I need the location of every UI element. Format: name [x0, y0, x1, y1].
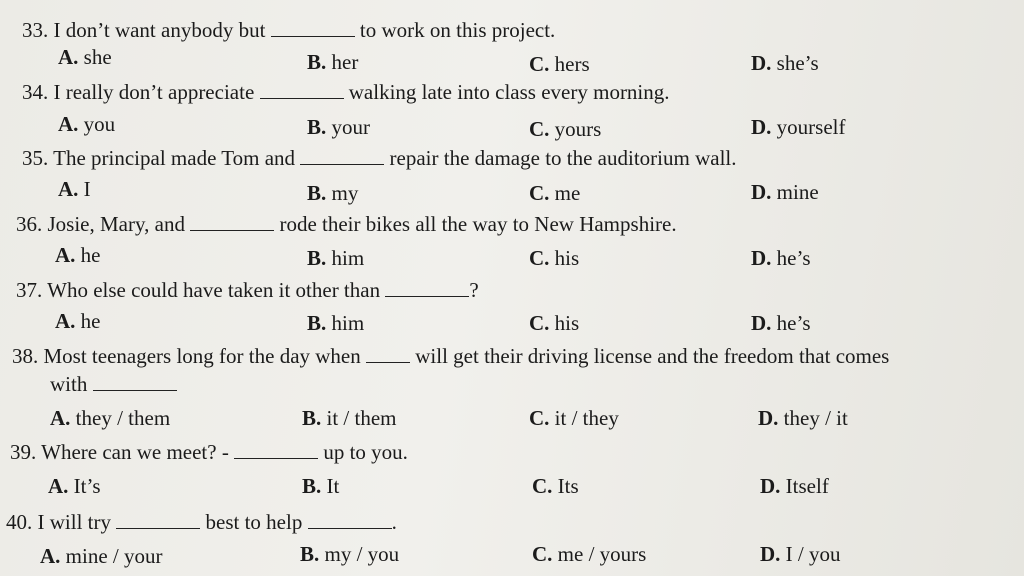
option-b[interactable]: B. her [307, 50, 359, 74]
question-text-line2: with [50, 372, 88, 396]
question-38-line2 [50, 372, 177, 396]
option-a[interactable]: A. It’s [48, 474, 101, 498]
option-b[interactable]: B. my / you [300, 542, 400, 566]
question-text-after: to work on this project. [359, 18, 556, 42]
option-c[interactable]: C. his [529, 246, 580, 270]
option-d[interactable]: D. I / you [760, 542, 841, 566]
question-number: 33. [22, 18, 49, 42]
answer-blank[interactable] [260, 80, 344, 99]
answer-blank[interactable] [308, 510, 392, 529]
question-text-after: best to help [205, 510, 303, 534]
option-d[interactable]: D. she’s [751, 51, 819, 75]
answer-blank[interactable] [234, 440, 318, 459]
option-d[interactable]: D. he’s [751, 246, 811, 270]
option-b[interactable]: B. it / them [302, 406, 397, 430]
question-text-after: ? [469, 278, 479, 302]
option-b[interactable]: B. my [307, 181, 359, 205]
question-text-before: I don’t want anybody but [53, 18, 266, 42]
question-34 [22, 80, 670, 104]
question-number: 40. [6, 510, 33, 534]
question-text-after: repair the damage to the auditorium wall. [389, 146, 737, 170]
question-number: 37. [16, 278, 43, 302]
question-end: . [391, 510, 397, 534]
question-number: 38. [12, 344, 39, 368]
question-37 [16, 278, 479, 302]
question-text-after: rode their bikes all the way to New Hampshire. [279, 212, 677, 236]
option-d[interactable]: D. Itself [760, 474, 829, 498]
question-text-before: The principal made Tom and [53, 146, 296, 170]
answer-blank[interactable] [300, 146, 384, 165]
answer-blank[interactable] [366, 344, 410, 363]
option-a[interactable]: A. he [55, 243, 101, 267]
question-35 [22, 146, 737, 170]
option-d[interactable]: D. mine [751, 180, 819, 204]
option-c[interactable]: C. hers [529, 52, 590, 76]
option-c[interactable]: C. me / yours [532, 542, 647, 566]
question-39 [10, 440, 408, 464]
option-b[interactable]: B. your [307, 115, 371, 139]
option-b[interactable]: B. him [307, 246, 365, 270]
answer-blank[interactable] [385, 278, 469, 297]
answer-blank[interactable] [116, 510, 200, 529]
option-c[interactable]: C. it / they [529, 406, 619, 430]
question-number: 34. [22, 80, 49, 104]
question-text-before: Josie, Mary, and [47, 212, 185, 236]
option-a[interactable]: A. he [55, 309, 101, 333]
question-40 [6, 510, 397, 534]
question-text-after: walking late into class every morning. [348, 80, 670, 104]
question-text-after: up to you. [323, 440, 408, 464]
question-number: 36. [16, 212, 43, 236]
option-d[interactable]: D. they / it [758, 406, 848, 430]
question-38 [12, 344, 889, 368]
option-a[interactable]: A. I [58, 177, 91, 201]
option-c[interactable]: C. me [529, 181, 581, 205]
question-text-before: I will try [37, 510, 111, 534]
question-33 [22, 18, 555, 42]
option-c[interactable]: C. yours [529, 117, 602, 141]
option-a[interactable]: A. you [58, 112, 116, 136]
option-d[interactable]: D. he’s [751, 311, 811, 335]
option-c[interactable]: C. his [529, 311, 580, 335]
option-b[interactable]: B. him [307, 311, 365, 335]
option-c[interactable]: C. Its [532, 474, 579, 498]
answer-blank[interactable] [93, 372, 177, 391]
option-a[interactable]: A. they / them [50, 406, 171, 430]
question-text-before: Most teenagers long for the day when [43, 344, 361, 368]
question-text-before: Who else could have taken it other than [47, 278, 381, 302]
question-text-after: will get their driving license and the freedom that comes [415, 344, 890, 368]
question-36 [16, 212, 677, 236]
option-a[interactable]: A. mine / your [40, 544, 163, 568]
question-text-before: Where can we meet? - [41, 440, 229, 464]
question-number: 39. [10, 440, 37, 464]
option-d[interactable]: D. yourself [751, 115, 846, 139]
option-b[interactable]: B. It [302, 474, 340, 498]
option-a[interactable]: A. she [58, 45, 112, 69]
question-text-before: I really don’t appreciate [53, 80, 255, 104]
answer-blank[interactable] [190, 212, 274, 231]
question-number: 35. [22, 146, 49, 170]
answer-blank[interactable] [271, 18, 355, 37]
